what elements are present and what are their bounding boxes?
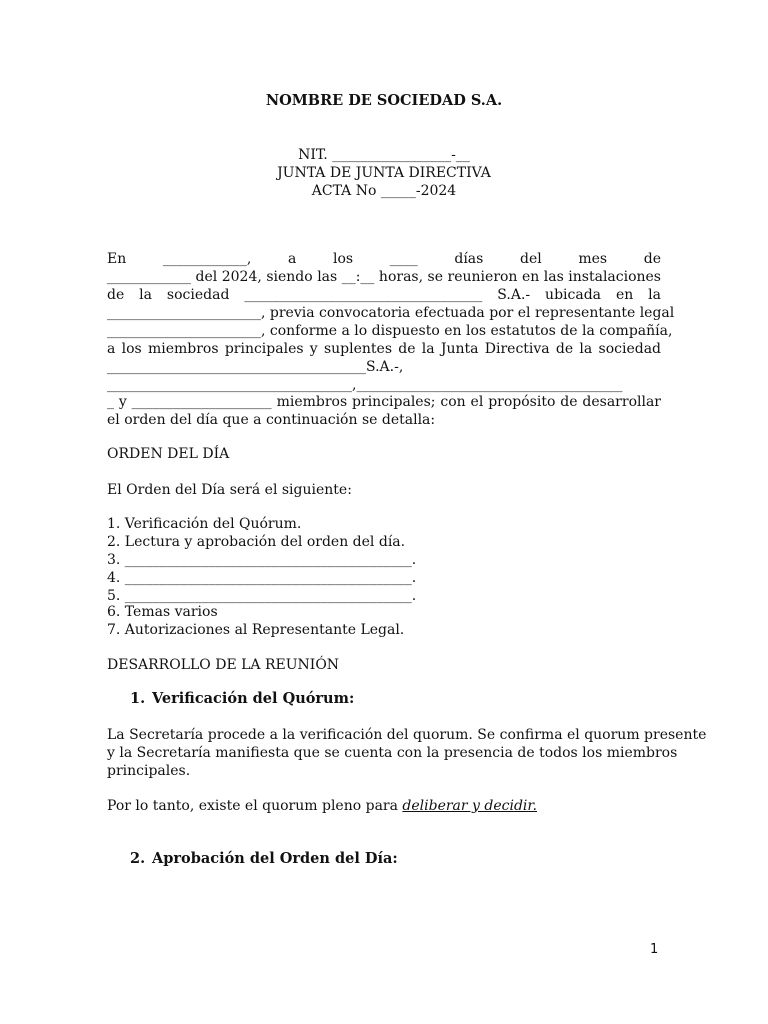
intro-line: a los miembros principales y suplentes de la Junta Directiva de la sociedad (107, 341, 661, 357)
board-meeting-line: JUNTA DE JUNTA DIRECTIVA (277, 165, 491, 181)
orden-intro: El Orden del Día será el siguiente: (107, 482, 352, 498)
paragraph-line: y la Secretaría manifiesta que se cuenta con la presencia de todos los miembros (107, 745, 678, 761)
intro-line: _____________________________________S.A.-, (107, 359, 404, 375)
intro-line: ____________ del 2024, siendo las __:__ horas, se reunieron en las instalaciones (107, 269, 661, 285)
paragraph-line: principales. (107, 763, 191, 779)
list-item: 1. Verificación del Quórum. (107, 516, 302, 532)
section-heading-quorum (130, 690, 354, 708)
quorum-conclusion (107, 797, 661, 815)
company-title: NOMBRE DE SOCIEDAD S.A. (265, 92, 503, 109)
intro-line: _ y ____________________ miembros principales; con el propósito de desarrollar (107, 394, 661, 410)
list-item: 5. _________________________________________. (107, 588, 417, 604)
orden-heading: ORDEN DEL DÍA (107, 446, 230, 462)
section-number: 2. (130, 850, 146, 867)
nit-line: NIT. _________________-__ (298, 147, 470, 163)
intro-line: En ____________, a los ____ días del mes de (107, 251, 661, 267)
intro-line: ______________________, previa convocatoria efectuada por el representante legal (107, 305, 675, 321)
list-item: 6. Temas varios (107, 604, 218, 620)
intro-line: el orden del día que a continuación se detalla: (107, 412, 436, 428)
paragraph-line: La Secretaría procede a la verificación del quorum. Se confirma el quorum presente (107, 727, 707, 743)
list-item: 7. Autorizaciones al Representante Legal. (107, 622, 405, 638)
intro-line: ______________________, conforme a lo dispuesto en los estatutos de la compañía, (107, 323, 673, 339)
section-title: Verificación del Quórum: (152, 690, 355, 707)
conclusion-emphasis: deliberar y decidir. (402, 798, 538, 814)
acta-number-line: ACTA No _____-2024 (311, 183, 457, 199)
list-item: 3. _________________________________________. (107, 552, 417, 568)
section-title: Aprobación del Orden del Día: (152, 850, 398, 867)
list-item: 4. _________________________________________. (107, 570, 417, 586)
section-number: 1. (130, 690, 146, 707)
list-item: 2. Lectura y aprobación del orden del día. (107, 534, 406, 550)
page-number: 1 (650, 942, 659, 957)
conclusion-text: Por lo tanto, existe el quorum pleno para (107, 798, 403, 814)
intro-line: ___________________________________,______________________________________ (107, 377, 623, 393)
section-heading-agenda (130, 850, 398, 868)
desarrollo-heading: DESARROLLO DE LA REUNIÓN (107, 657, 340, 673)
intro-line: de la sociedad __________________________________ S.A.- ubicada en la (107, 287, 661, 303)
